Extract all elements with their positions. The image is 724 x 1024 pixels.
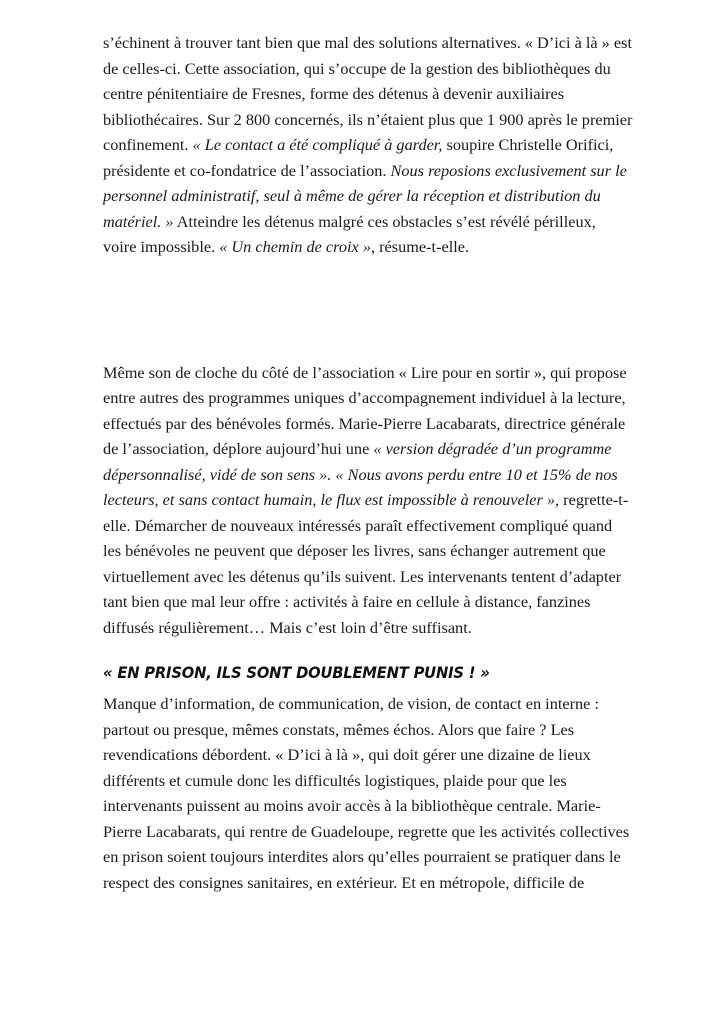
paragraph-dici-a-la	[103, 30, 633, 260]
quote-text: « Le contact a été compliqué à garder,	[192, 135, 443, 154]
blank-spacer	[103, 260, 633, 360]
paragraph-text: s’échinent à trouver tant bien que mal des solutions alternatives. « D’ici à là » est de celles-ci. Cette association, qui s’occupe de la gestion des bibliothèques du centre pénitentiaire de Fresnes, forme des détenus à devenir auxiliaires bibliothécaires. Sur 2 800 concernés, ils n’étaient plus que 1 900 après le premier confinement.	[103, 33, 633, 154]
paragraph-text: , regrette-t-elle. Démarcher de nouveaux intéressés paraît effectivement compliqué quand les bénévoles ne peuvent que déposer les livres, sans échanger autrement que virtuellement avec les détenus qu’ils suivent. Les intervenants tentent d’adapter tant bien que mal leur offre : activités à faire en cellule à distance, fanzines diffusés régulièrement… Mais c’est loin d’être suffisant.	[103, 490, 629, 637]
quote-text: Nous reposions exclusivement sur le personnel administratif, seul à même de gérer la réception et distribution du matériel. »	[103, 160, 627, 231]
paragraph-lire-pour-en-sortir	[103, 360, 633, 641]
paragraph-text: , résume-t-elle.	[370, 237, 470, 256]
paragraph-text: Même son de cloche du côté de l’association « Lire pour en sortir », qui propose entre autres des programmes uniques d’accompagnement individuel à la lecture, effectués par des bénévoles formés. Marie-Pierre Lacabarats, directrice générale de l’association, déplore aujourd’hui une	[103, 362, 627, 458]
section-heading: « EN PRISON, ILS SONT DOUBLEMENT PUNIS ! »	[103, 663, 490, 682]
quote-text: « Un chemin de croix »	[219, 237, 371, 256]
paragraph-revendications: Manque d’information, de communication, de vision, de contact en interne : partout ou presque, mêmes constats, mêmes échos. Alors que faire ? Les revendications débordent. « D’ici à là », qui doit gérer une dizaine de lieux différents et cumule donc les difficultés logistiques, plaide pour que les intervenants puissent au moins avoir accès à la bibliothèque centrale. Marie-Pierre Lacabarats, qui rentre de Guadeloupe, regrette que les activités collectives en prison soient toujours interdites alors qu’elles pourraient se pratiquer dans le respect des consignes sanitaires, en extérieur. Et en métropole, difficile de	[103, 694, 630, 892]
quote-text: « version dégradée d’un programme dépersonnalisé, vidé de son sens ». « Nous avons perdu entre 10 et 15% de nos lecteurs, et sans contact humain, le flux est impossible à renouveler »	[103, 439, 618, 509]
article-body	[103, 30, 633, 895]
paragraph-text: soupire Christelle Orifici, présidente et co-fondatrice de l’association.	[103, 135, 614, 180]
paragraph-text: Atteindre les détenus malgré ces obstacles s’est révélé périlleux, voire impossible.	[103, 211, 596, 256]
